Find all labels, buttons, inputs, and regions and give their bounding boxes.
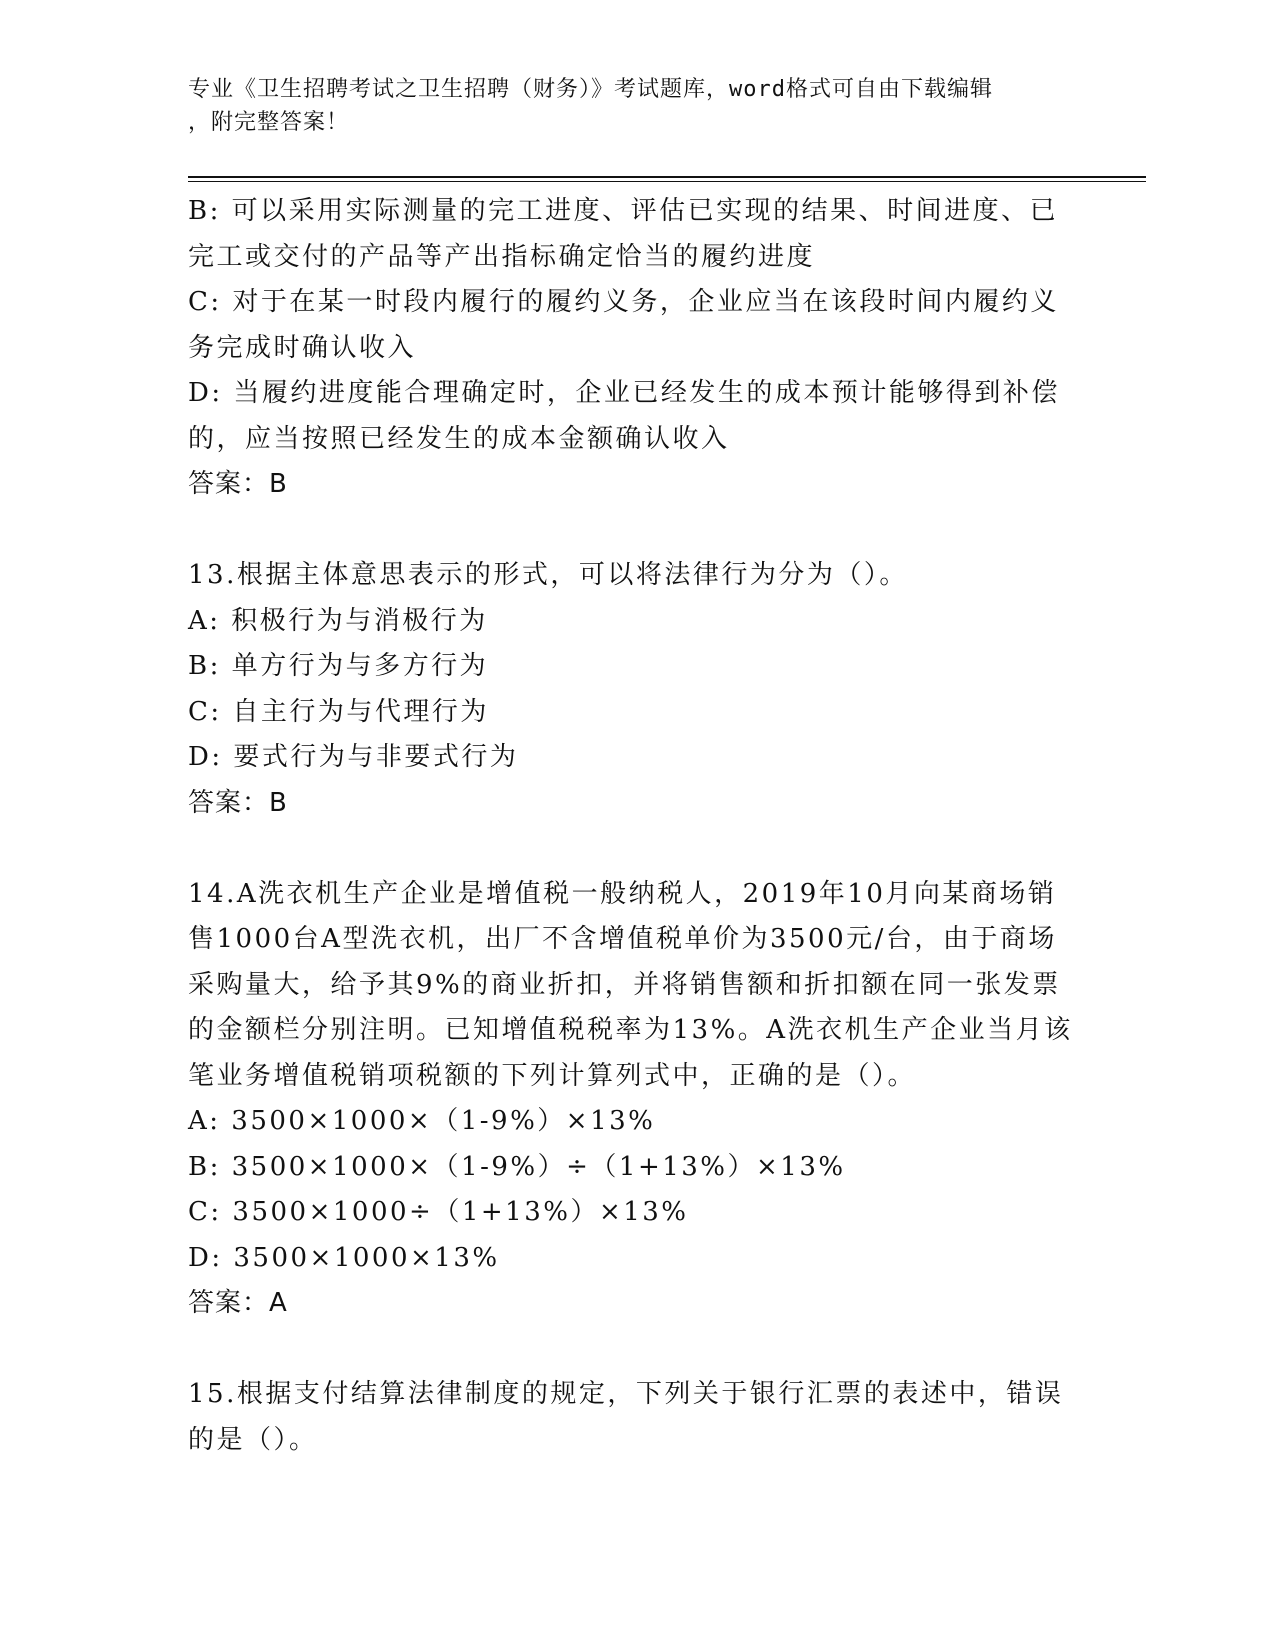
question-13-option-a: A: 积极行为与消极行为 <box>188 605 488 636</box>
header-divider-thin <box>188 181 1146 182</box>
option-b-line-2: 完工或交付的产品等产出指标确定恰当的履约进度 <box>188 241 816 272</box>
header-line-1: 专业《卫生招聘考试之卫生招聘（财务）》考试题库，word格式可自由下载编辑 <box>188 77 993 102</box>
question-14-stem-line-1: 14.A洗衣机生产企业是增值税一般纳税人，2019年10月向某商场销 <box>188 878 1057 909</box>
question-15-stem-line-2: 的是（）。 <box>188 1424 318 1455</box>
answer-13: 答案：B <box>188 787 288 818</box>
question-14-option-c: C: 3500×1000÷（1+13%）×13% <box>188 1197 689 1227</box>
question-13-option-d: D: 要式行为与非要式行为 <box>188 742 519 772</box>
question-15 <box>188 1372 1088 1463</box>
option-d-line-2: 的，应当按照已经发生的成本金额确认收入 <box>188 423 730 454</box>
option-c-line-2: 务完成时确认收入 <box>188 332 417 363</box>
document-header <box>188 73 1088 139</box>
question-13-option-b: B: 单方行为与多方行为 <box>188 651 489 681</box>
question-13-option-c: C: 自主行为与代理行为 <box>188 696 489 727</box>
question-14-option-b: B: 3500×1000×（1-9%）÷（1+13%）×13% <box>188 1151 846 1182</box>
answer-14: 答案：A <box>188 1288 288 1318</box>
header-divider-thick <box>188 176 1146 178</box>
question-14-stem-line-5: 笔业务增值税销项税额的下列计算列式中，正确的是（）。 <box>188 1060 917 1091</box>
question-13 <box>188 553 1088 826</box>
option-b-line-1: B: 可以采用实际测量的完工进度、评估已实现的结果、时间进度、已 <box>188 196 1059 226</box>
question-14-stem-line-3: 采购量大，给予其9%的商业折扣，并将销售额和折扣额在同一张发票 <box>188 969 1061 1000</box>
question-14 <box>188 872 1088 1327</box>
question-14-option-a: A: 3500×1000×（1-9%）×13% <box>188 1106 656 1136</box>
header-line-2: ，附完整答案！ <box>188 110 350 135</box>
question-12-continued <box>188 189 1088 508</box>
option-d-line-1: D: 当履约进度能合理确定时，企业已经发生的成本预计能够得到补偿 <box>188 378 1060 408</box>
answer-12: 答案：B <box>188 469 288 499</box>
question-14-stem-line-2: 售1000台A型洗衣机，出厂不含增值税单价为3500元/台，由于商场 <box>188 924 1057 954</box>
question-14-option-d: D: 3500×1000×13% <box>188 1242 500 1273</box>
document-body <box>188 189 1088 1463</box>
option-c-line-1: C: 对于在某一时段内履行的履约义务，企业应当在该段时间内履约义 <box>188 287 1059 317</box>
question-13-stem: 13.根据主体意思表示的形式，可以将法律行为分为（）。 <box>188 560 908 590</box>
question-14-stem-line-4: 的金额栏分别注明。已知增值税税率为13%。A洗衣机生产企业当月该 <box>188 1015 1073 1045</box>
question-15-stem-line-1: 15.根据支付结算法律制度的规定，下列关于银行汇票的表述中，错误 <box>188 1379 1064 1409</box>
